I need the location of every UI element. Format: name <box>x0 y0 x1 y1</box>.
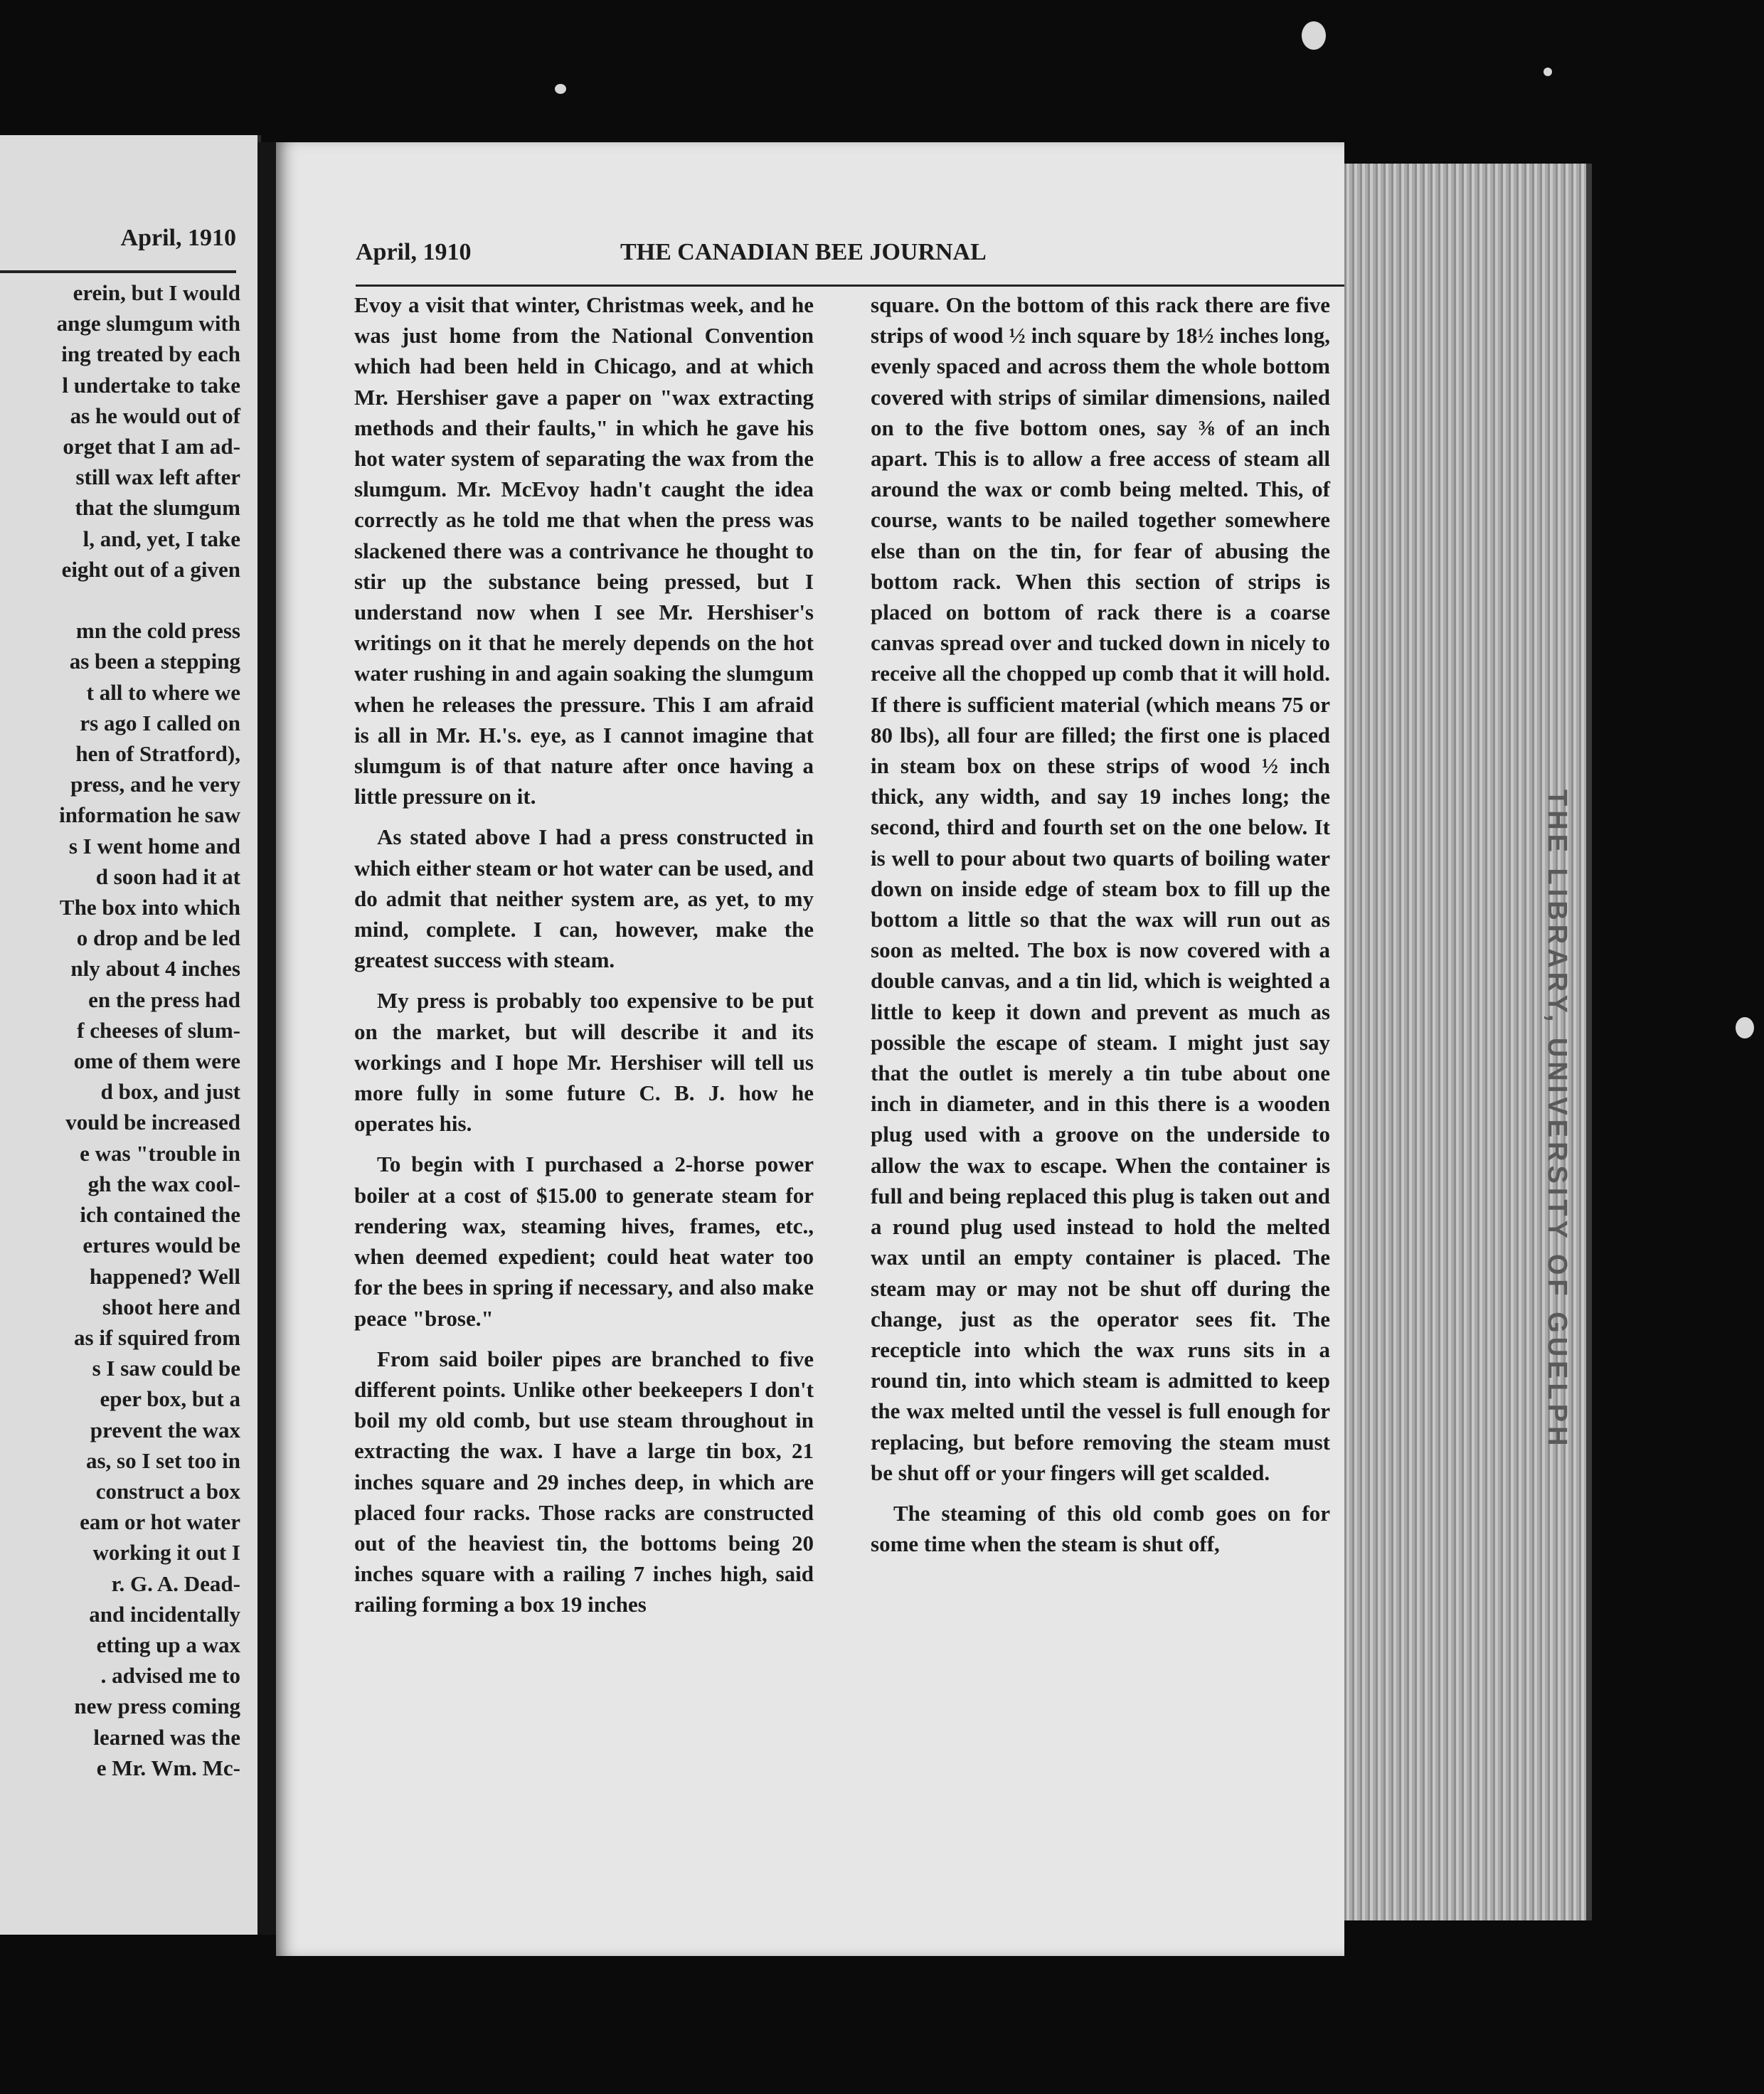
left-page-line: still wax left after <box>75 464 240 490</box>
left-page-line: as he would out of <box>70 403 240 428</box>
left-page-line: etting up a wax <box>96 1632 240 1657</box>
left-page-line: ing treated by each <box>61 341 240 367</box>
dust-speck <box>1302 21 1326 50</box>
left-page-line: d soon had it at <box>95 863 240 889</box>
left-page-line: working it out I <box>92 1540 240 1566</box>
left-page-line: shoot here and <box>102 1294 240 1319</box>
left-page-line: e was "trouble in <box>80 1140 240 1166</box>
left-page-line: eight out of a given <box>61 556 240 582</box>
dust-speck <box>1544 68 1552 76</box>
left-page-line: as, so I set too in <box>85 1447 240 1473</box>
left-page-line: as been a stepping <box>69 649 240 674</box>
left-page-date: April, 1910 <box>120 225 236 251</box>
left-page-line: erein, but I would <box>73 280 240 305</box>
left-page-line: rs ago I called on <box>80 710 240 735</box>
left-page-line: that the slumgum <box>75 495 240 521</box>
left-page-line: vould be increased <box>65 1110 240 1135</box>
left-page-line: r. G. A. Dead- <box>111 1570 240 1596</box>
left-page-line: ange slumgum with <box>56 311 240 336</box>
right-page <box>276 142 1344 1956</box>
left-page-line: The box into which <box>59 895 240 920</box>
left-page-line: mn the cold press <box>75 618 240 644</box>
text-column-left <box>354 289 814 1630</box>
left-page-line: new press coming <box>74 1694 240 1719</box>
left-page-line: and incidentally <box>89 1601 240 1627</box>
paragraph: To begin with I purchased a 2-horse power boiler at a cost of $15.00 to generate steam for rendering wax, steaming hives, frames, etc., when deemed expedient; could heat water too for the bees in spring if necessary, and also make peace "brose." <box>354 1152 814 1331</box>
left-page-line: gh the wax cool- <box>87 1171 240 1196</box>
left-page-line: press, and he very <box>70 772 240 797</box>
left-page-line: eam or hot water <box>80 1509 240 1535</box>
left-page-line: eper box, but a <box>100 1386 240 1412</box>
left-page-line: happened? Well <box>89 1263 240 1289</box>
left-facing-page <box>0 135 261 1935</box>
left-page-line: t all to where we <box>86 679 240 705</box>
left-page-line: s I saw could be <box>92 1356 240 1381</box>
left-page-line: l, and, yet, I take <box>83 526 240 551</box>
left-page-line: orget that I am ad- <box>63 434 240 459</box>
left-page-line: f cheeses of slum- <box>77 1017 240 1043</box>
left-page-header <box>0 220 236 273</box>
left-page-line: as if squired from <box>74 1324 240 1350</box>
left-page-line: hen of Stratford), <box>75 741 240 767</box>
paragraph: Evoy a visit that winter, Christmas week, and he was just home from the National Convention which had been held in Chicago, and at which Mr. Hershiser gave a paper on "wax extracting methods and their faults," in which he gave his hot water system of separating the wax from the slumgum. Mr. McEvoy hadn't caught the idea correctly as he told me that when the press was slackened there was a contrivance he thought to stir up the substance being pressed, but I understand now when I see Mr. Hershiser's writings on it that he merely depends on the hot water rushing in and again soaking the slumgum when he releases the pressure. This I am afraid is all in Mr. H.'s. eye, as I cannot imagine that slumgum is of that nature after once having a little pressure on it. <box>354 292 814 809</box>
left-page-line: . advised me to <box>100 1663 240 1689</box>
text-column-right <box>871 289 1330 1569</box>
left-page-text <box>0 277 240 1783</box>
left-page-line: ich contained the <box>80 1202 240 1228</box>
left-page-line: ome of them were <box>73 1048 240 1074</box>
left-page-line: l undertake to take <box>62 372 240 398</box>
paragraph: As stated above I had a press constructed in which either steam or hot water can be used, and do admit that neither system are, as yet, to my mind, complete. I can, however, make the greatest success with steam. <box>354 824 814 973</box>
library-spine-stamp: THE LIBRARY, UNIVERSITY OF GUELPH <box>1542 790 1572 1450</box>
dust-speck <box>555 84 566 94</box>
paragraph: square. On the bottom of this rack there are five strips of wood ½ inch square by 18½ inches long, evenly spaced and across them the whole bottom covered with strips of similar dimensions, nailed on to the five bottom ones, say ⅜ of an inch apart. This is to allow a free access of steam all around the wax or comb being melted. This, of course, wants to be nailed together somewhere else than on the tin, for fear of abusing the bottom rack. When this section of strips is placed on bottom of rack there is a coarse canvas spread over and tucked down in nicely to receive all the chopped up comb that it will hold. If there is sufficient material (which means 75 or 80 lbs), all four are filled; the first one is placed in steam box on these strips of wood ½ inch thick, any width, and say 19 inches long; the second, third and fourth set on the one below. It is well to pour about two quarts of boiling water down on inside edge of steam box to fill up the bottom a little so that the wax will run out as soon as melted. The box is now covered with a double canvas, and a tin lid, which is weighted a little to keep it down and prevent as much as possible the escape of steam. I might just say that the outlet is merely a tin tube about one inch in diameter, and in this there is a wooden plug used with a groove on the underside to allow the wax to escape. When the container is full and being replaced this plug is taken out and a round plug used instead to hold the melted wax until an empty container is placed. The steam may or may not be shut off during the change, just as the operator sees fit. The recepticle into which the wax runs sits in a round tin, into which steam is admitted to keep the wax melted until the vessel is full enough for replacing, but before removing the steam must be shut off or your fingers will get scalded. <box>871 292 1330 1485</box>
left-page-line: e Mr. Wm. Mc- <box>96 1755 240 1780</box>
left-page-line: s I went home and <box>68 833 240 859</box>
journal-title: THE CANADIAN BEE JOURNAL <box>620 239 987 265</box>
dust-speck <box>1736 1017 1754 1038</box>
paragraph: The steaming of this old comb goes on for some time when the steam is shut off, <box>871 1500 1330 1557</box>
left-page-line: information he saw <box>59 802 240 828</box>
left-page-line: learned was the <box>93 1724 240 1750</box>
left-page-line: o drop and be led <box>76 925 240 951</box>
left-page-line: en the press had <box>88 987 240 1012</box>
paragraph: From said boiler pipes are branched to five different points. Unlike other beekeepers I don't boil my old comb, but use steam throughout in extracting the wax. I have a large tin box, 21 inches square and 29 inches deep, in which are placed four racks. Those racks are constructed out of the heaviest tin, the bottoms being 20 inches square with a railing 7 inches high, said railing forming a box 19 inches <box>354 1346 814 1617</box>
book-gutter <box>257 142 277 1935</box>
left-page-line: prevent the wax <box>90 1417 240 1442</box>
left-page-line: d box, and just <box>100 1079 240 1105</box>
paragraph: My press is probably too expensive to be put on the market, but will describe it and its workings and I hope Mr. Hershiser will tell us more fully in some future C. B. J. how he operates his. <box>354 988 814 1137</box>
left-page-line: nly about 4 inches <box>70 956 240 982</box>
left-page-line <box>0 585 240 615</box>
header-date: April, 1910 <box>356 239 472 265</box>
left-page-line: construct a box <box>95 1478 240 1504</box>
left-page-line: ertures would be <box>83 1233 240 1258</box>
